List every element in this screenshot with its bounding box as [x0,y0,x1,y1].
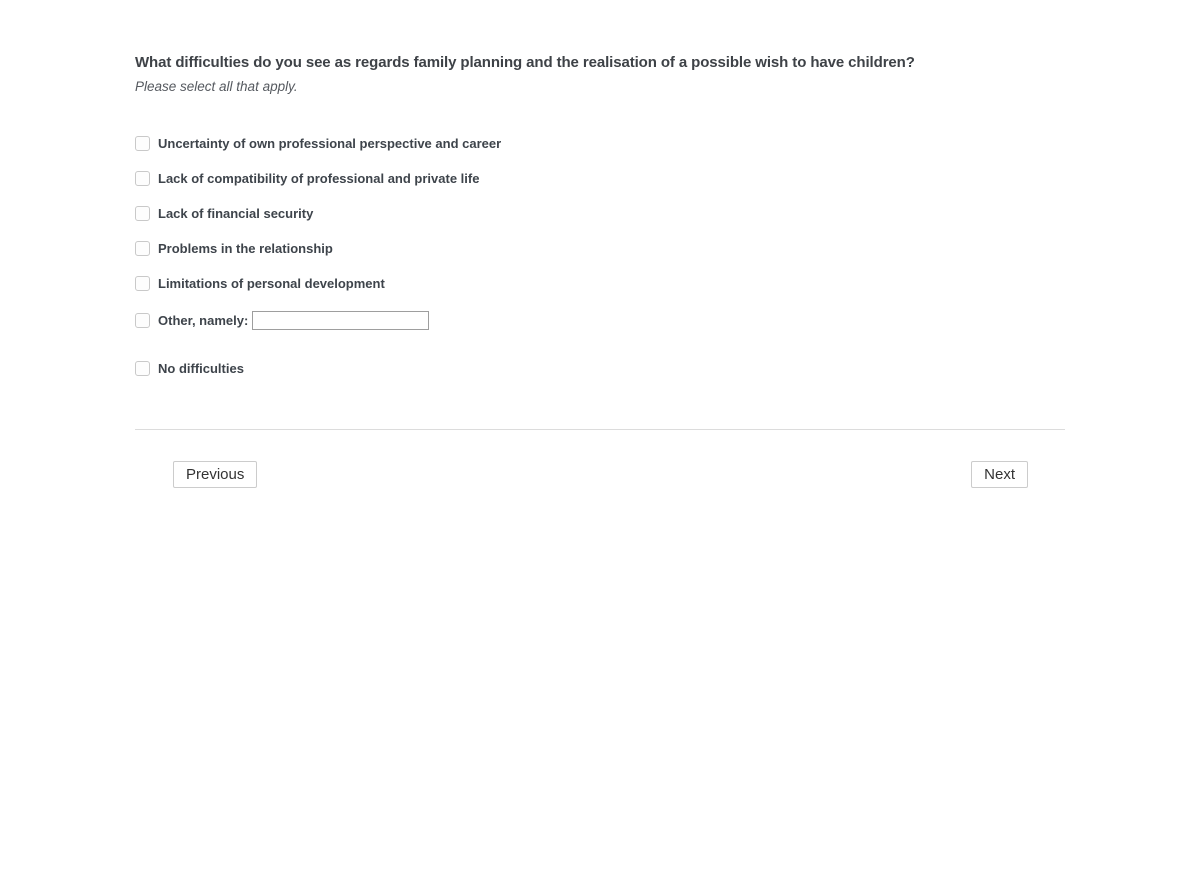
option-label: Other, namely: [158,313,249,328]
checkbox-icon[interactable] [135,136,150,151]
checkbox-icon[interactable] [135,313,150,328]
other-text-input[interactable] [252,311,429,330]
checkbox-icon[interactable] [135,206,150,221]
checkbox-icon[interactable] [135,171,150,186]
option-uncertainty-career[interactable] [135,136,501,151]
options-list [135,136,1065,376]
checkbox-icon[interactable] [135,241,150,256]
checkbox-icon[interactable] [135,361,150,376]
option-other[interactable] [135,311,429,330]
previous-button[interactable]: Previous [173,461,257,488]
option-personal-development[interactable] [135,276,385,291]
question-container [135,0,1065,488]
next-button[interactable]: Next [971,461,1028,488]
option-label: No difficulties [158,361,244,376]
option-compatibility[interactable] [135,171,479,186]
option-label: Problems in the relationship [158,241,333,256]
option-label: Lack of compatibility of professional and private life [158,171,480,186]
option-relationship-problems[interactable] [135,241,333,256]
question-instruction: Please select all that apply. [135,79,298,94]
checkbox-icon[interactable] [135,276,150,291]
option-label: Limitations of personal development [158,276,385,291]
question-title: What difficulties do you see as regards family planning and the realisation of a possible wish to have children? [135,54,915,71]
option-no-difficulties[interactable] [135,361,244,376]
divider [135,429,1065,430]
navigation [135,461,1065,488]
option-label: Lack of financial security [158,206,314,221]
option-financial-security[interactable] [135,206,313,221]
option-label: Uncertainty of own professional perspective and career [158,136,502,151]
